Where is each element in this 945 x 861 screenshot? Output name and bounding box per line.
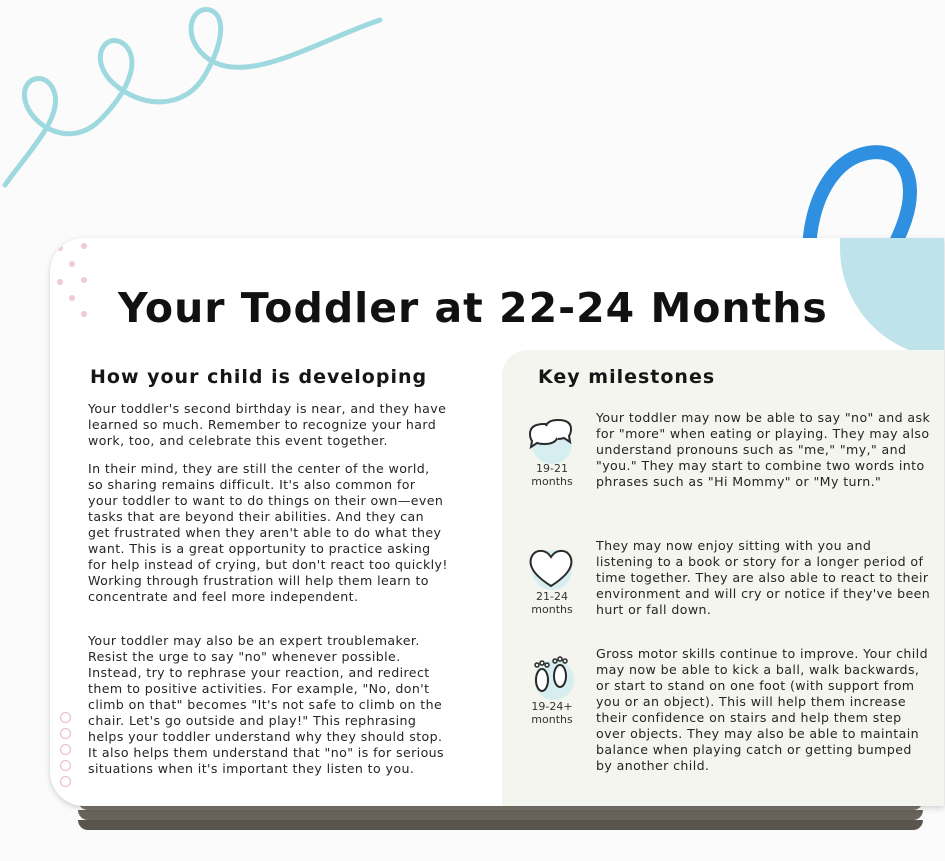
hearts-squiggle-decoration bbox=[0, 0, 400, 200]
binding-hole bbox=[60, 744, 71, 755]
milestones-heading: Key milestones bbox=[538, 366, 716, 388]
development-paragraph-2: In their mind, they are still the center of the world, so sharing remains difficult. It's also common for your toddler to want to do things on their own—even tasks that are beyond their abilities. And they can get frustrated when they aren't able to do what they want. This is a great opportunity to practice asking for help instead of crying, but don't react too quickly! Working through frustration will help them learn to concentrate and feel more independent. bbox=[88, 461, 448, 604]
milestone-card bbox=[50, 238, 944, 806]
binding-hole bbox=[60, 712, 71, 723]
development-paragraph-3: Your toddler may also be an expert troublemaker. Resist the urge to say "no" whenever possible. Instead, try to rephrase your reaction, and redirect them to positive activities. For example, "No, don't climb on that" becomes "It's not safe to climb on the chair. Let's go outside and play!" This rephrasing helps your toddler understand why they should stop. It also helps them understand that "no" is for serious situations when it's important they listen to you. bbox=[88, 633, 445, 776]
milestone-text: Your toddler may now be able to say "no" and ask for "more" when eating or playing. They may also understand pronouns such as "me," "my," and "you." They may start to combine two words into phrases such as "Hi Mommy" or "My turn." bbox=[596, 410, 931, 489]
footprints-icon bbox=[522, 652, 580, 702]
development-heading: How your child is developing bbox=[90, 366, 428, 388]
milestone-age-range: 21-24 bbox=[536, 590, 568, 603]
development-paragraph-1: Your toddler's second birthday is near, and they have learned so much. Remember to recognize your hard work, too, and celebrate this event together. bbox=[88, 401, 447, 448]
teal-corner-decoration bbox=[840, 238, 944, 358]
speech-bubbles-icon bbox=[522, 416, 580, 466]
pink-dots-decoration bbox=[50, 238, 100, 328]
binding-hole bbox=[60, 776, 71, 787]
binding-hole bbox=[60, 760, 71, 771]
milestone-age-unit: months bbox=[531, 603, 573, 616]
page-title: Your Toddler at 22-24 Months bbox=[118, 284, 828, 332]
binding-hole bbox=[60, 728, 71, 739]
milestone-age-unit: months bbox=[531, 713, 573, 726]
milestone-text: They may now enjoy sitting with you and listening to a book or story for a longer period of time together. They are also able to react to their environment and will cry or notice if they've been hurt or fall down. bbox=[596, 538, 931, 617]
milestone-age-range: 19-24+ bbox=[531, 700, 573, 713]
milestone-age-unit: months bbox=[531, 475, 573, 488]
milestone-text: Gross motor skills continue to improve. Your child may now be able to kick a ball, walk backwards, or start to stand on one foot (with support from you or an object). This will help them increase their confidence on stairs and help them step over objects. They may also be able to maintain balance when playing catch or getting bumped by another child. bbox=[596, 646, 928, 773]
milestone-age-range: 19-21 bbox=[536, 462, 568, 475]
heart-icon bbox=[522, 544, 580, 594]
